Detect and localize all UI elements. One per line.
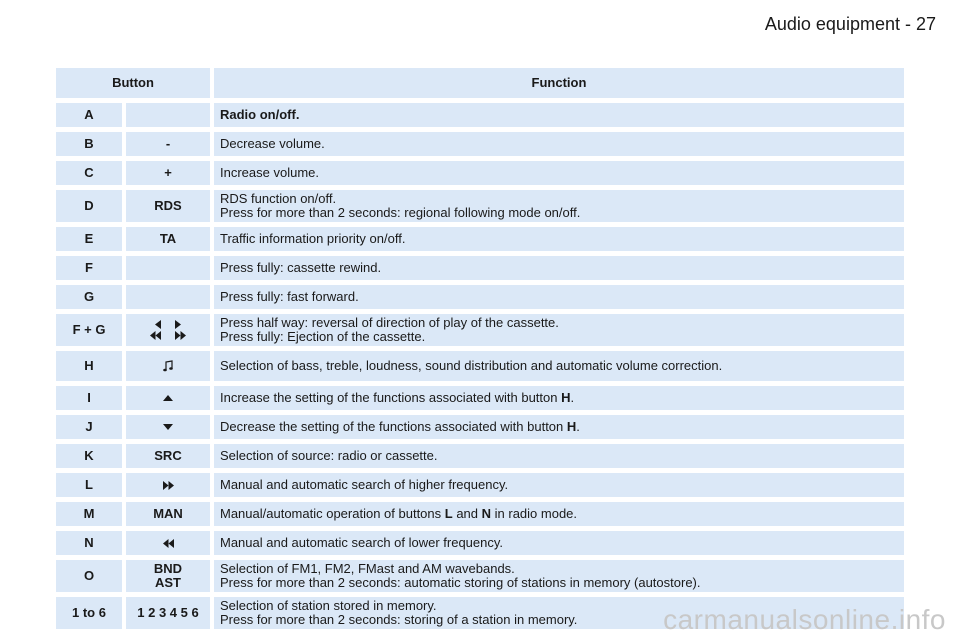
button-key: K [56, 444, 122, 468]
rewind-icon [163, 539, 174, 548]
button-symbol [126, 103, 210, 127]
button-key: F [56, 256, 122, 280]
button-symbol [126, 531, 210, 555]
function-text-emphasis: L [444, 506, 453, 521]
function-text: Selection of source: radio or cassette. [214, 444, 904, 468]
table-row [56, 103, 904, 127]
button-key: G [56, 285, 122, 309]
watermark: carmanualsonline.info [663, 604, 946, 635]
function-text: Decrease volume. [214, 132, 904, 156]
button-symbol: + [126, 161, 210, 185]
function-text-emphasis: H [561, 390, 571, 405]
function-text-part: and [452, 506, 482, 521]
function-line: Press for more than 2 seconds: regional following mode on/off. [220, 205, 581, 220]
button-key: N [56, 531, 122, 555]
button-key: E [56, 227, 122, 251]
button-symbol [126, 415, 210, 439]
button-symbol [126, 473, 210, 497]
function-text-emphasis: H [566, 419, 577, 434]
function-text: Selection of bass, treble, loudness, sound distribution and automatic volume correction. [214, 351, 904, 381]
button-function-table [56, 68, 904, 629]
table-row [56, 285, 904, 309]
button-symbol: RDS [126, 190, 210, 222]
button-key: L [56, 473, 122, 497]
button-key: J [56, 415, 122, 439]
table-row [56, 415, 904, 439]
symbol-line: BND [153, 561, 183, 576]
function-line: Selection of FM1, FM2, FMast and AM wavebands. [220, 561, 515, 576]
function-text: Manual and automatic search of lower frequency. [214, 531, 904, 555]
rewind-icon [150, 331, 161, 340]
function-text-emphasis: N [481, 506, 492, 521]
button-key: I [56, 386, 122, 410]
function-text-part: . [570, 390, 575, 405]
table-row [56, 473, 904, 497]
button-key: F + G [56, 314, 122, 346]
table-row [56, 227, 904, 251]
function-text: Manual and automatic search of higher frequency. [214, 473, 904, 497]
button-symbol: 1 2 3 4 5 6 [126, 597, 210, 629]
button-key: 1 to 6 [56, 597, 122, 629]
table-row [56, 161, 904, 185]
function-text [214, 190, 904, 222]
function-text: Press fully: fast forward. [214, 285, 904, 309]
table-row [56, 190, 904, 222]
table-row [56, 444, 904, 468]
fast-forward-icon [175, 331, 186, 340]
function-text: Press fully: cassette rewind. [214, 256, 904, 280]
table-row [56, 351, 904, 381]
button-symbol: - [126, 132, 210, 156]
function-line: RDS function on/off. [220, 191, 337, 206]
button-key: B [56, 132, 122, 156]
button-symbol [126, 386, 210, 410]
table-row [56, 314, 904, 346]
function-text [214, 415, 904, 439]
function-line: Press fully: Ejection of the cassette. [220, 329, 426, 344]
table-row [56, 531, 904, 555]
triangle-right-icon [175, 320, 181, 329]
button-symbol: MAN [126, 502, 210, 526]
function-text-part: Decrease the setting of the functions associated with button [220, 419, 567, 434]
button-key: H [56, 351, 122, 381]
table-row [56, 132, 904, 156]
function-text: Increase volume. [214, 161, 904, 185]
column-header-function: Function [214, 68, 904, 98]
function-text: Traffic information priority on/off. [214, 227, 904, 251]
function-text-part: Manual/automatic operation of buttons [220, 506, 445, 521]
function-text-part: Increase the setting of the functions associated with button [220, 390, 562, 405]
function-text: Radio on/off. [214, 103, 904, 127]
table-row [56, 560, 904, 592]
button-symbol [126, 256, 210, 280]
arrow-down-icon [163, 424, 173, 430]
function-line: Press for more than 2 seconds: storing of a station in memory. [220, 612, 578, 627]
function-text [214, 314, 904, 346]
table-row [56, 386, 904, 410]
column-header-button: Button [56, 68, 210, 98]
button-key: C [56, 161, 122, 185]
button-key: M [56, 502, 122, 526]
music-note-icon [163, 360, 173, 372]
function-line: Press half way: reversal of direction of play of the cassette. [220, 315, 559, 330]
table-row [56, 256, 904, 280]
button-symbol: SRC [126, 444, 210, 468]
button-symbol [126, 351, 210, 381]
function-line: Press for more than 2 seconds: automatic storing of stations in memory (autostore). [220, 575, 701, 590]
table-header-row [56, 68, 904, 98]
function-text [214, 502, 904, 526]
function-line: Selection of station stored in memory. [220, 598, 437, 613]
button-symbol [126, 285, 210, 309]
triangle-left-icon [155, 320, 161, 329]
button-symbol: TA [126, 227, 210, 251]
page-title: Audio equipment - 27 [764, 14, 936, 34]
symbol-line: AST [155, 575, 181, 590]
table-row [56, 502, 904, 526]
button-symbol [126, 560, 210, 592]
arrow-up-icon [163, 395, 173, 401]
function-text-part: in radio mode. [491, 506, 578, 521]
function-text-part: . [576, 419, 580, 434]
fast-forward-icon [163, 481, 174, 490]
function-text [214, 386, 904, 410]
button-key: A [56, 103, 122, 127]
function-text [214, 560, 904, 592]
button-key: D [56, 190, 122, 222]
button-symbol [126, 314, 210, 346]
button-key: O [56, 560, 122, 592]
